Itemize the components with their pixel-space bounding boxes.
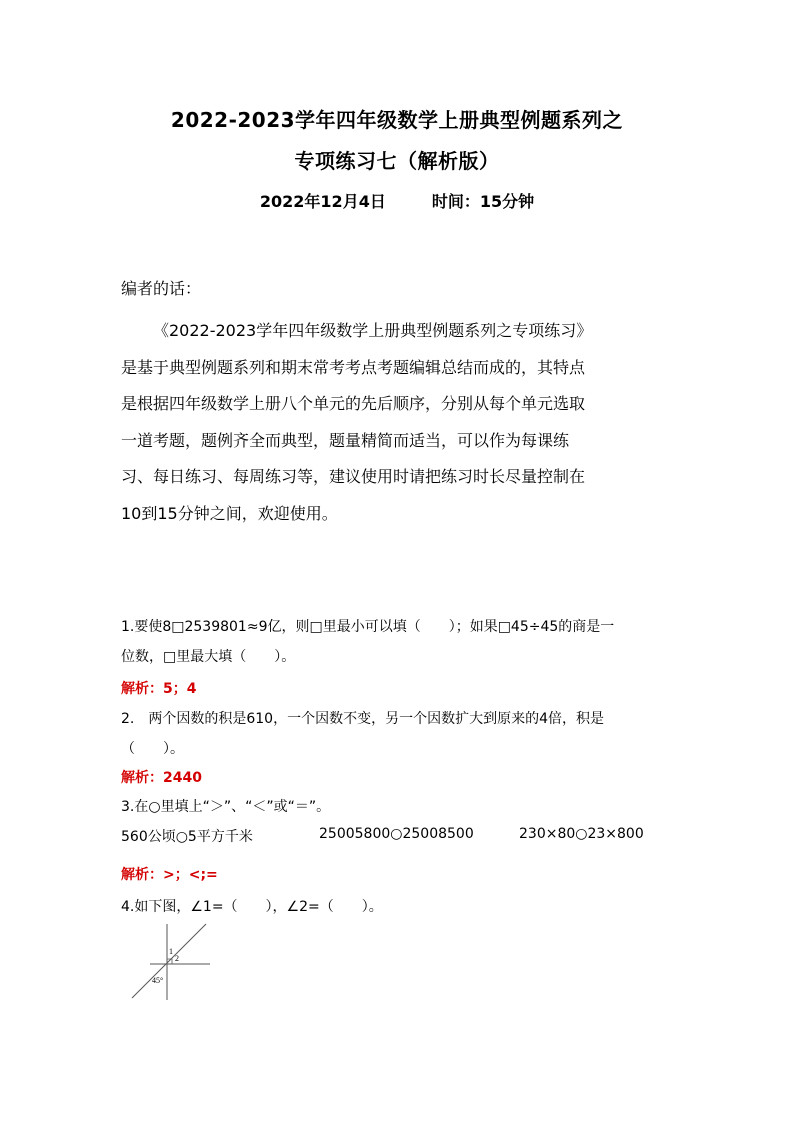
- answer-1: 解析：5；4: [121, 681, 197, 697]
- question-3: [121, 792, 681, 822]
- editor-note-label: 编者的话：: [121, 279, 202, 298]
- question-1-line-1: 1.要使8□2539801≈9亿，则□里最小可以填（ ）；如果□45÷45的商是一: [121, 619, 615, 635]
- angle-1-label: 1: [169, 947, 173, 956]
- intro-line: 是根据四年级数学上册八个单元的先后顺序，分别从每个单元选取: [121, 394, 586, 413]
- question-1: [121, 612, 681, 672]
- angle-45-label: 45°: [152, 976, 164, 985]
- compare-item-1: 560公顷○5平方千米: [121, 829, 253, 845]
- editor-note-paragraph: [121, 313, 681, 532]
- intro-line: 《2022-2023学年四年级数学上册典型例题系列之专项练习》: [153, 321, 593, 340]
- date-time-line: [0, 189, 794, 212]
- title-line-1: 2022-2023学年四年级数学上册典型例题系列之: [170, 108, 624, 132]
- question-2-line-1: 2. 两个因数的积是610，一个因数不变，另一个因数扩大到原来的4倍，积是: [121, 711, 604, 727]
- question-4-line-1: 4.如下图，∠1=（ ），∠2=（ ）。: [121, 899, 383, 915]
- question-2-line-2: （ ）。: [121, 741, 184, 757]
- answer-2: 解析：2440: [121, 770, 202, 786]
- angle-figure: [130, 920, 220, 1002]
- question-4: [121, 892, 681, 922]
- intro-line: 习、每日练习、每周练习等，建议使用时请把练习时长尽量控制在: [121, 467, 586, 486]
- diagonal-line: [132, 924, 206, 998]
- intro-line: 是基于典型例题系列和期末常考考点考题编辑总结而成的，其特点: [121, 357, 586, 377]
- right-angle-mark: [167, 959, 172, 964]
- angle-2-label: 2: [175, 954, 179, 963]
- question-2: [121, 704, 681, 764]
- compare-item-3: 230×80○23×800: [519, 826, 644, 842]
- question-3-line-1: 3.在○里填上“＞”、“＜”或“＝”。: [121, 799, 331, 815]
- intro-line: 一道考题，题例齐全而典型，题量精简而适当，可以作为每课练: [121, 430, 570, 450]
- date-text: 2022年12月4日: [259, 192, 386, 211]
- intro-line: 10到15分钟之间，欢迎使用。: [121, 503, 338, 523]
- question-1-line-2: 位数，□里最大填（ ）。: [121, 649, 296, 665]
- title-line-2: 专项练习七（解析版）: [294, 149, 500, 173]
- compare-item-2: 25005800○25008500: [319, 826, 474, 842]
- time-text: 时间：15分钟: [431, 192, 535, 211]
- question-3-items: [121, 826, 681, 850]
- answer-3: 解析：>；<;=: [121, 867, 218, 883]
